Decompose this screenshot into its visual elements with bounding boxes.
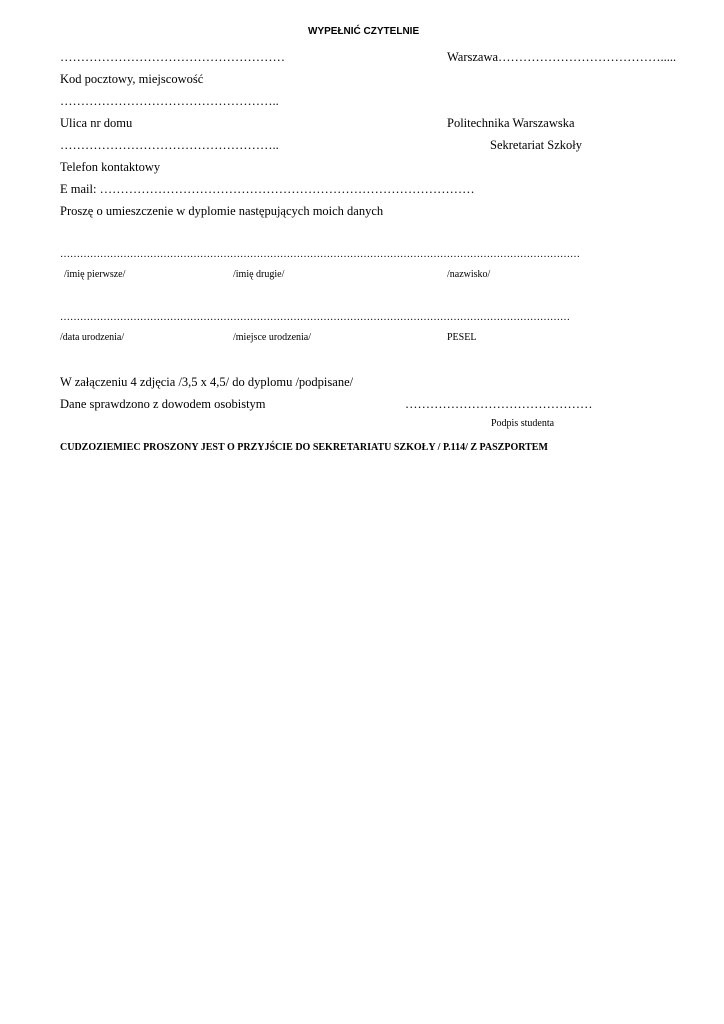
street-label: Ulica nr domu [60,116,133,130]
second-name-label: /imię drugie/ [233,269,285,280]
office-name: Sekretariat Szkoły [490,138,582,152]
phone-label: Telefon kontaktowy [60,160,161,174]
first-name-label: /imię pierwsze/ [64,269,126,280]
birth-dotted-line[interactable]: ……………………………………………………………………………………………………………………………………… [60,312,570,323]
address-line-blank[interactable]: ……………………………………………… [60,50,285,64]
postal-code-label: Kod pocztowy, miejscowość [60,72,204,86]
phone-line-blank[interactable]: …………………………………………….. [60,138,279,152]
signature-label: Podpis studenta [491,418,555,429]
foreigner-notice: CUDZOZIEMIEC PROSZONY JEST O PRZYJŚCIE DO SEKRETARIATU SZKOŁY / P.114/ Z PASZPORTEM [60,442,548,453]
form-title: WYPEŁNIĆ CZYTELNIE [308,26,420,37]
verification-text: Dane sprawdzono z dowodem osobistym [60,397,266,411]
request-text: Proszę o umieszczenie w dyplomie następujących moich danych [60,204,384,218]
signature-line[interactable]: ……………………………………… [405,397,593,411]
institution-name: Politechnika Warszawska [447,116,575,130]
birth-place-label: /miejsce urodzenia/ [233,332,312,343]
city-date-line[interactable]: Warszawa…………………………………..... [447,50,677,64]
street-line-blank[interactable]: …………………………………………….. [60,94,279,108]
email-field[interactable]: E mail: ……………………………………………………………………………… [60,182,475,196]
name-dotted-line[interactable]: ………………………………………………………………………………………………………………………………………… [60,249,580,260]
birth-date-label: /data urodzenia/ [60,332,125,343]
surname-label: /nazwisko/ [447,269,491,280]
attachment-text: W załączeniu 4 zdjęcia /3,5 x 4,5/ do dyplomu /podpisane/ [60,375,354,389]
pesel-label: PESEL [447,332,477,343]
